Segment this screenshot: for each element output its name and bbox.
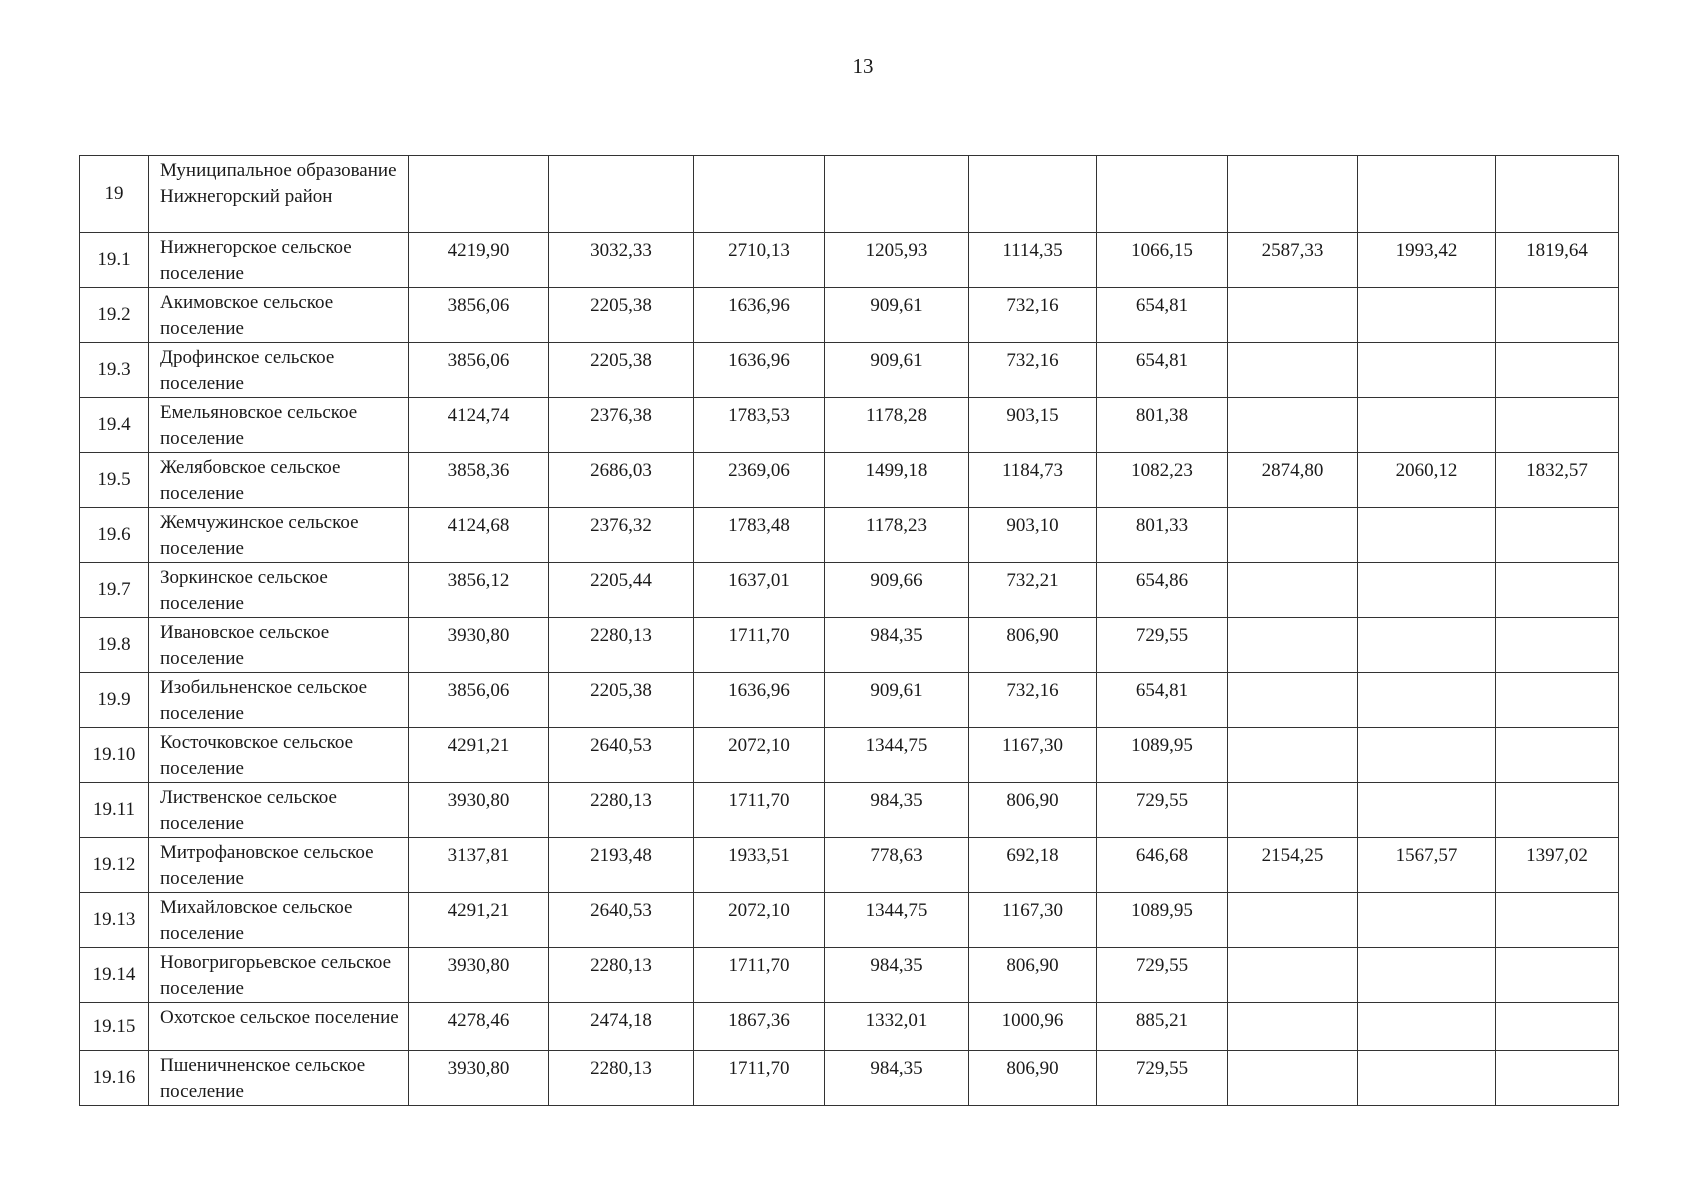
settlement-name-cell: Пшеничненское сельское поселение <box>149 1051 409 1106</box>
value-cell <box>1496 1051 1619 1106</box>
value-cell <box>1358 618 1496 673</box>
value-cell <box>1496 288 1619 343</box>
settlement-name-cell: Муниципальное образование Нижнегорский район <box>149 156 409 233</box>
value-cell: 1344,75 <box>825 728 969 783</box>
value-cell: 1867,36 <box>694 1003 825 1051</box>
value-cell: 3858,36 <box>409 453 549 508</box>
value-cell: 3856,06 <box>409 343 549 398</box>
row-number-cell: 19.7 <box>80 563 149 618</box>
value-cell: 903,10 <box>969 508 1097 563</box>
value-cell <box>694 156 825 233</box>
value-cell: 2154,25 <box>1228 838 1358 893</box>
value-cell: 1114,35 <box>969 233 1097 288</box>
value-cell <box>1358 1003 1496 1051</box>
table-row <box>80 453 1619 508</box>
value-cell <box>1496 343 1619 398</box>
table-row <box>80 233 1619 288</box>
value-cell: 1178,23 <box>825 508 969 563</box>
value-cell <box>549 156 694 233</box>
value-cell: 1066,15 <box>1097 233 1228 288</box>
settlement-name-cell: Косточковское сельское поселение <box>149 728 409 783</box>
value-cell: 2280,13 <box>549 948 694 1003</box>
value-cell: 4124,68 <box>409 508 549 563</box>
value-cell <box>1496 1003 1619 1051</box>
value-cell: 984,35 <box>825 1051 969 1106</box>
value-cell: 2587,33 <box>1228 233 1358 288</box>
value-cell <box>1358 673 1496 728</box>
value-cell: 801,38 <box>1097 398 1228 453</box>
table-row <box>80 398 1619 453</box>
value-cell: 654,81 <box>1097 343 1228 398</box>
value-cell <box>1358 783 1496 838</box>
value-cell: 1993,42 <box>1358 233 1496 288</box>
value-cell: 2376,32 <box>549 508 694 563</box>
settlement-name-cell: Нижнегорское сельское поселение <box>149 233 409 288</box>
value-cell: 2205,38 <box>549 288 694 343</box>
table-row <box>80 1051 1619 1106</box>
settlement-name-cell: Дрофинское сельское поселение <box>149 343 409 398</box>
value-cell: 2193,48 <box>549 838 694 893</box>
settlement-name-cell: Новогригорьевское сельское поселение <box>149 948 409 1003</box>
value-cell: 2280,13 <box>549 1051 694 1106</box>
value-cell: 3856,06 <box>409 288 549 343</box>
table-row <box>80 156 1619 233</box>
value-cell: 903,15 <box>969 398 1097 453</box>
value-cell: 984,35 <box>825 948 969 1003</box>
row-number-cell: 19.8 <box>80 618 149 673</box>
value-cell: 654,86 <box>1097 563 1228 618</box>
value-cell: 3930,80 <box>409 948 549 1003</box>
value-cell: 1783,53 <box>694 398 825 453</box>
value-cell: 4291,21 <box>409 728 549 783</box>
value-cell: 3930,80 <box>409 618 549 673</box>
value-cell: 3856,06 <box>409 673 549 728</box>
value-cell: 1089,95 <box>1097 893 1228 948</box>
value-cell: 1711,70 <box>694 948 825 1003</box>
value-cell: 654,81 <box>1097 288 1228 343</box>
value-cell <box>1496 948 1619 1003</box>
value-cell <box>1228 563 1358 618</box>
settlement-name-cell: Ивановское сельское поселение <box>149 618 409 673</box>
value-cell: 1636,96 <box>694 343 825 398</box>
value-cell: 1783,48 <box>694 508 825 563</box>
value-cell: 909,66 <box>825 563 969 618</box>
value-cell <box>1496 398 1619 453</box>
value-cell: 2640,53 <box>549 728 694 783</box>
value-cell <box>1496 893 1619 948</box>
value-cell <box>1228 508 1358 563</box>
value-cell <box>1228 948 1358 1003</box>
table-row <box>80 563 1619 618</box>
tariff-table <box>79 155 1619 1106</box>
table-row <box>80 343 1619 398</box>
settlement-name-cell: Желябовское сельское поселение <box>149 453 409 508</box>
value-cell: 2474,18 <box>549 1003 694 1051</box>
value-cell: 1178,28 <box>825 398 969 453</box>
row-number-cell: 19.1 <box>80 233 149 288</box>
value-cell: 2072,10 <box>694 728 825 783</box>
value-cell: 2205,38 <box>549 673 694 728</box>
value-cell <box>825 156 969 233</box>
table-row <box>80 508 1619 563</box>
settlement-name-cell: Изобильненское сельское поселение <box>149 673 409 728</box>
value-cell: 909,61 <box>825 288 969 343</box>
value-cell: 1636,96 <box>694 673 825 728</box>
row-number-cell: 19 <box>80 156 149 233</box>
value-cell: 1089,95 <box>1097 728 1228 783</box>
table-row <box>80 948 1619 1003</box>
value-cell <box>1228 893 1358 948</box>
value-cell <box>1228 398 1358 453</box>
value-cell: 2280,13 <box>549 783 694 838</box>
row-number-cell: 19.11 <box>80 783 149 838</box>
settlement-name-cell: Зоркинское сельское поселение <box>149 563 409 618</box>
value-cell: 1933,51 <box>694 838 825 893</box>
value-cell: 1332,01 <box>825 1003 969 1051</box>
value-cell <box>1358 398 1496 453</box>
settlement-name-cell: Охотское сельское поселение <box>149 1003 409 1051</box>
value-cell: 729,55 <box>1097 783 1228 838</box>
value-cell <box>1358 343 1496 398</box>
value-cell: 3137,81 <box>409 838 549 893</box>
value-cell: 732,16 <box>969 288 1097 343</box>
value-cell <box>1496 728 1619 783</box>
value-cell: 732,21 <box>969 563 1097 618</box>
value-cell: 909,61 <box>825 673 969 728</box>
table-row <box>80 783 1619 838</box>
value-cell: 778,63 <box>825 838 969 893</box>
value-cell <box>1496 508 1619 563</box>
row-number-cell: 19.4 <box>80 398 149 453</box>
value-cell: 4291,21 <box>409 893 549 948</box>
value-cell: 806,90 <box>969 783 1097 838</box>
value-cell: 1167,30 <box>969 728 1097 783</box>
value-cell <box>1358 563 1496 618</box>
value-cell: 1082,23 <box>1097 453 1228 508</box>
value-cell <box>1496 618 1619 673</box>
value-cell: 2686,03 <box>549 453 694 508</box>
value-cell: 2060,12 <box>1358 453 1496 508</box>
value-cell: 2640,53 <box>549 893 694 948</box>
value-cell: 1711,70 <box>694 783 825 838</box>
settlement-name-cell: Жемчужинское сельское поселение <box>149 508 409 563</box>
settlement-name-cell: Михайловское сельское поселение <box>149 893 409 948</box>
value-cell <box>1358 893 1496 948</box>
value-cell: 2205,38 <box>549 343 694 398</box>
table-row <box>80 673 1619 728</box>
row-number-cell: 19.6 <box>80 508 149 563</box>
value-cell: 1637,01 <box>694 563 825 618</box>
value-cell: 2280,13 <box>549 618 694 673</box>
value-cell <box>1228 1003 1358 1051</box>
value-cell: 1711,70 <box>694 618 825 673</box>
value-cell <box>1358 948 1496 1003</box>
value-cell <box>1228 728 1358 783</box>
value-cell: 909,61 <box>825 343 969 398</box>
value-cell: 2376,38 <box>549 398 694 453</box>
value-cell: 2369,06 <box>694 453 825 508</box>
value-cell <box>1496 673 1619 728</box>
value-cell: 1819,64 <box>1496 233 1619 288</box>
value-cell <box>1228 618 1358 673</box>
value-cell: 4278,46 <box>409 1003 549 1051</box>
value-cell: 1184,73 <box>969 453 1097 508</box>
value-cell: 3930,80 <box>409 1051 549 1106</box>
settlement-name-cell: Лиственское сельское поселение <box>149 783 409 838</box>
value-cell: 729,55 <box>1097 618 1228 673</box>
value-cell <box>969 156 1097 233</box>
value-cell: 1832,57 <box>1496 453 1619 508</box>
value-cell: 806,90 <box>969 948 1097 1003</box>
value-cell: 729,55 <box>1097 1051 1228 1106</box>
settlement-name-cell: Емельяновское сельское поселение <box>149 398 409 453</box>
value-cell: 1344,75 <box>825 893 969 948</box>
row-number-cell: 19.16 <box>80 1051 149 1106</box>
value-cell: 1711,70 <box>694 1051 825 1106</box>
value-cell: 984,35 <box>825 618 969 673</box>
value-cell: 1000,96 <box>969 1003 1097 1051</box>
row-number-cell: 19.10 <box>80 728 149 783</box>
value-cell: 1499,18 <box>825 453 969 508</box>
value-cell <box>1496 156 1619 233</box>
value-cell: 984,35 <box>825 783 969 838</box>
value-cell <box>1228 673 1358 728</box>
value-cell: 885,21 <box>1097 1003 1228 1051</box>
row-number-cell: 19.13 <box>80 893 149 948</box>
table-body <box>80 156 1619 1106</box>
value-cell: 3930,80 <box>409 783 549 838</box>
value-cell: 692,18 <box>969 838 1097 893</box>
row-number-cell: 19.5 <box>80 453 149 508</box>
value-cell: 1636,96 <box>694 288 825 343</box>
value-cell: 646,68 <box>1097 838 1228 893</box>
row-number-cell: 19.2 <box>80 288 149 343</box>
value-cell <box>1358 728 1496 783</box>
table-row <box>80 618 1619 673</box>
value-cell <box>1228 783 1358 838</box>
value-cell <box>1358 1051 1496 1106</box>
row-number-cell: 19.14 <box>80 948 149 1003</box>
table-row <box>80 838 1619 893</box>
value-cell: 1205,93 <box>825 233 969 288</box>
value-cell <box>409 156 549 233</box>
row-number-cell: 19.9 <box>80 673 149 728</box>
value-cell: 4124,74 <box>409 398 549 453</box>
settlement-name-cell: Митрофановское сельское поселение <box>149 838 409 893</box>
value-cell: 729,55 <box>1097 948 1228 1003</box>
value-cell: 801,33 <box>1097 508 1228 563</box>
value-cell <box>1097 156 1228 233</box>
page-number: 13 <box>852 54 874 78</box>
value-cell <box>1228 288 1358 343</box>
value-cell <box>1228 343 1358 398</box>
value-cell: 732,16 <box>969 673 1097 728</box>
table-row <box>80 288 1619 343</box>
value-cell: 2072,10 <box>694 893 825 948</box>
value-cell: 1167,30 <box>969 893 1097 948</box>
value-cell: 3032,33 <box>549 233 694 288</box>
row-number-cell: 19.12 <box>80 838 149 893</box>
value-cell: 4219,90 <box>409 233 549 288</box>
table-row <box>80 728 1619 783</box>
value-cell: 2874,80 <box>1228 453 1358 508</box>
value-cell: 654,81 <box>1097 673 1228 728</box>
value-cell: 806,90 <box>969 618 1097 673</box>
value-cell: 806,90 <box>969 1051 1097 1106</box>
value-cell: 2710,13 <box>694 233 825 288</box>
value-cell <box>1358 508 1496 563</box>
value-cell: 732,16 <box>969 343 1097 398</box>
value-cell <box>1358 288 1496 343</box>
value-cell <box>1496 783 1619 838</box>
value-cell: 2205,44 <box>549 563 694 618</box>
row-number-cell: 19.3 <box>80 343 149 398</box>
value-cell: 3856,12 <box>409 563 549 618</box>
table-row <box>80 893 1619 948</box>
value-cell <box>1358 156 1496 233</box>
row-number-cell: 19.15 <box>80 1003 149 1051</box>
settlement-name-cell: Акимовское сельское поселение <box>149 288 409 343</box>
value-cell <box>1228 1051 1358 1106</box>
table-row <box>80 1003 1619 1051</box>
value-cell <box>1496 563 1619 618</box>
value-cell: 1397,02 <box>1496 838 1619 893</box>
value-cell: 1567,57 <box>1358 838 1496 893</box>
value-cell <box>1228 156 1358 233</box>
